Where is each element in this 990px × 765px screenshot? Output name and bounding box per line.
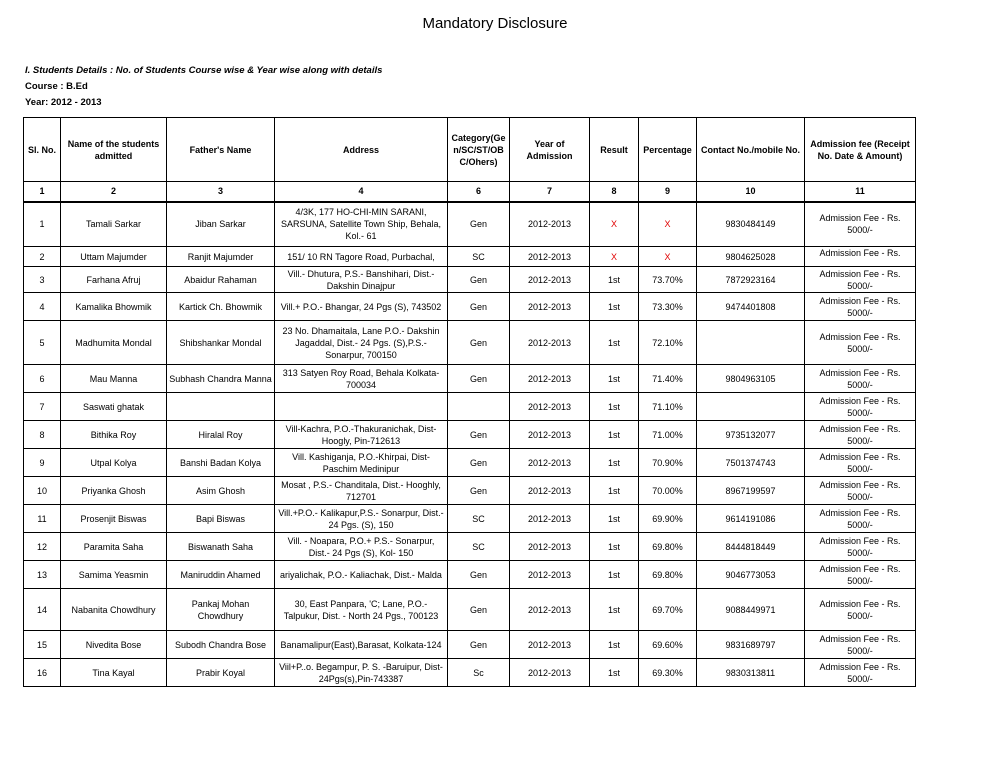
cell-admission-fee: Admission Fee - Rs. 5000/- [805, 589, 916, 631]
cell-year-of-admission: 2012-2013 [510, 449, 590, 477]
cell-sl-no: 11 [24, 505, 61, 533]
cell-student-name: Prosenjit Biswas [61, 505, 167, 533]
cell-contact: 8967199597 [697, 477, 805, 505]
cell-percentage: X [639, 202, 697, 247]
table-row [24, 561, 916, 589]
cell-contact: 9474401808 [697, 293, 805, 321]
cell-result: 1st [590, 561, 639, 589]
cell-contact: 9804963105 [697, 365, 805, 393]
cell-sl-no: 13 [24, 561, 61, 589]
cell-contact: 9088449971 [697, 589, 805, 631]
cell-address: Banamalipur(East),Barasat, Kolkata-124 [275, 631, 448, 659]
section-heading: I. Students Details : No. of Students Course wise & Year wise along with details [25, 65, 383, 76]
cell-year-of-admission: 2012-2013 [510, 247, 590, 267]
cell-student-name: Uttam Majumder [61, 247, 167, 267]
cell-sl-no: 2 [24, 247, 61, 267]
cell-address: Vill.+P.O.- Kalikapur,P.S.- Sonarpur, Dist.- 24 Pgs. (S), 150 [275, 505, 448, 533]
cell-category: Gen [448, 421, 510, 449]
cell-father-name: Jiban Sarkar [167, 202, 275, 247]
cell-sl-no: 9 [24, 449, 61, 477]
cell-percentage: 69.80% [639, 561, 697, 589]
cell-category: Gen [448, 449, 510, 477]
column-number: 7 [510, 182, 590, 202]
cell-category: Gen [448, 321, 510, 365]
cell-student-name: Tina Kayal [61, 659, 167, 687]
cell-address: Vill. - Noapara, P.O.+ P.S.- Sonarpur, Dist.- 24 Pgs (S), Kol- 150 [275, 533, 448, 561]
cell-contact: 9804625028 [697, 247, 805, 267]
cell-admission-fee: Admission Fee - Rs. 5000/- [805, 393, 916, 421]
cell-address: Viil+P..o. Begampur, P. S. -Baruipur, Dist-24Pgs(s),Pin-743387 [275, 659, 448, 687]
cell-address: Vill.+ P.O.- Bhangar, 24 Pgs (S), 743502 [275, 293, 448, 321]
cell-category: Gen [448, 267, 510, 293]
cell-year-of-admission: 2012-2013 [510, 505, 590, 533]
page-title: Mandatory Disclosure [422, 15, 568, 32]
cell-result: 1st [590, 365, 639, 393]
cell-father-name: Banshi Badan Kolya [167, 449, 275, 477]
cell-admission-fee: Admission Fee - Rs. 5000/- [805, 202, 916, 247]
cell-address: Vill.- Dhutura, P.S.- Banshihari, Dist.- Dakshin Dinajpur [275, 267, 448, 293]
cell-father-name: Shibshankar Mondal [167, 321, 275, 365]
table-row [24, 393, 916, 421]
course-line: Course : B.Ed [25, 81, 88, 92]
table-row [24, 505, 916, 533]
cell-category: SC [448, 247, 510, 267]
column-number: 2 [61, 182, 167, 202]
cell-result: X [590, 247, 639, 267]
cell-result: 1st [590, 449, 639, 477]
cell-sl-no: 15 [24, 631, 61, 659]
cell-father-name: Ranjit Majumder [167, 247, 275, 267]
cell-sl-no: 1 [24, 202, 61, 247]
cell-percentage: 69.30% [639, 659, 697, 687]
cell-year-of-admission: 2012-2013 [510, 589, 590, 631]
cell-sl-no: 8 [24, 421, 61, 449]
cell-contact: 9046773053 [697, 561, 805, 589]
cell-address: Mosat , P.S.- Chanditala, Dist.- Hooghly, 712701 [275, 477, 448, 505]
header-result: Result [590, 118, 639, 182]
header-category: Category(Gen/SC/ST/OBC/Ohers) [448, 118, 510, 182]
table-row [24, 477, 916, 505]
cell-year-of-admission: 2012-2013 [510, 293, 590, 321]
cell-address [275, 393, 448, 421]
cell-student-name: Farhana Afruj [61, 267, 167, 293]
cell-category [448, 393, 510, 421]
column-number: 3 [167, 182, 275, 202]
cell-category: Gen [448, 365, 510, 393]
cell-admission-fee: Admission Fee - Rs. 5000/- [805, 659, 916, 687]
cell-result: 1st [590, 505, 639, 533]
cell-admission-fee: Admission Fee - Rs. 5000/- [805, 365, 916, 393]
cell-sl-no: 12 [24, 533, 61, 561]
column-number: 10 [697, 182, 805, 202]
cell-sl-no: 3 [24, 267, 61, 293]
cell-result: X [590, 202, 639, 247]
cell-father-name [167, 393, 275, 421]
cell-result: 1st [590, 393, 639, 421]
cell-year-of-admission: 2012-2013 [510, 321, 590, 365]
cell-contact: 9830313811 [697, 659, 805, 687]
cell-category: SC [448, 533, 510, 561]
cell-percentage: 73.30% [639, 293, 697, 321]
details-block [25, 63, 382, 111]
cell-admission-fee: Admission Fee - Rs. 5000/- [805, 321, 916, 365]
cell-father-name: Asim Ghosh [167, 477, 275, 505]
cell-admission-fee: Admission Fee - Rs. 5000/- [805, 561, 916, 589]
cell-father-name: Pankaj Mohan Chowdhury [167, 589, 275, 631]
cell-student-name: Utpal Kolya [61, 449, 167, 477]
cell-student-name: Nivedita Bose [61, 631, 167, 659]
table-row [24, 421, 916, 449]
cell-result: 1st [590, 321, 639, 365]
table-row [24, 267, 916, 293]
cell-year-of-admission: 2012-2013 [510, 561, 590, 589]
cell-sl-no: 5 [24, 321, 61, 365]
year-line: Year: 2012 - 2013 [25, 97, 102, 108]
cell-result: 1st [590, 267, 639, 293]
cell-percentage: 70.90% [639, 449, 697, 477]
cell-father-name: Maniruddin Ahamed [167, 561, 275, 589]
table-row [24, 449, 916, 477]
cell-student-name: Kamalika Bhowmik [61, 293, 167, 321]
cell-category: Gen [448, 561, 510, 589]
cell-year-of-admission: 2012-2013 [510, 202, 590, 247]
cell-father-name: Bapi Biswas [167, 505, 275, 533]
cell-category: Gen [448, 202, 510, 247]
cell-contact: 7501374743 [697, 449, 805, 477]
header-address: Address [275, 118, 448, 182]
cell-year-of-admission: 2012-2013 [510, 533, 590, 561]
header-student-name: Name of the students admitted [61, 118, 167, 182]
cell-result: 1st [590, 631, 639, 659]
cell-admission-fee: Admission Fee - Rs. [805, 247, 916, 267]
table-row [24, 247, 916, 267]
column-number: 4 [275, 182, 448, 202]
column-number: 6 [448, 182, 510, 202]
cell-father-name: Abaidur Rahaman [167, 267, 275, 293]
cell-result: 1st [590, 421, 639, 449]
students-table [23, 117, 916, 687]
cell-admission-fee: Admission Fee - Rs. 5000/- [805, 631, 916, 659]
header-father-name: Father's Name [167, 118, 275, 182]
cell-contact: 9614191086 [697, 505, 805, 533]
column-number: 8 [590, 182, 639, 202]
cell-year-of-admission: 2012-2013 [510, 393, 590, 421]
cell-sl-no: 10 [24, 477, 61, 505]
cell-father-name: Subhash Chandra Manna [167, 365, 275, 393]
cell-admission-fee: Admission Fee - Rs. 5000/- [805, 533, 916, 561]
cell-category: Gen [448, 293, 510, 321]
table-row [24, 631, 916, 659]
cell-sl-no: 16 [24, 659, 61, 687]
cell-address: Vill-Kachra, P.O.-Thakuranichak, Dist-Hoogly, Pin-712613 [275, 421, 448, 449]
cell-father-name: Biswanath Saha [167, 533, 275, 561]
cell-sl-no: 4 [24, 293, 61, 321]
cell-category: Gen [448, 631, 510, 659]
cell-percentage: 73.70% [639, 267, 697, 293]
cell-contact: 9830484149 [697, 202, 805, 247]
cell-percentage: 70.00% [639, 477, 697, 505]
cell-year-of-admission: 2012-2013 [510, 631, 590, 659]
header-sl-no: Sl. No. [24, 118, 61, 182]
header-row [24, 118, 916, 182]
cell-address: 23 No. Dhamaitala, Lane P.O.- Dakshin Jagaddal, Dist.- 24 Pgs. (S),P.S.- Sonarpur, 700150 [275, 321, 448, 365]
cell-contact [697, 393, 805, 421]
cell-category: SC [448, 505, 510, 533]
table-row [24, 659, 916, 687]
cell-admission-fee: Admission Fee - Rs. 5000/- [805, 267, 916, 293]
cell-year-of-admission: 2012-2013 [510, 365, 590, 393]
cell-percentage: 71.40% [639, 365, 697, 393]
cell-percentage: 69.90% [639, 505, 697, 533]
column-number: 11 [805, 182, 916, 202]
column-number: 9 [639, 182, 697, 202]
table-row [24, 321, 916, 365]
cell-percentage: 69.60% [639, 631, 697, 659]
cell-admission-fee: Admission Fee - Rs. 5000/- [805, 421, 916, 449]
header-year-of-admission: Year of Admission [510, 118, 590, 182]
cell-result: 1st [590, 477, 639, 505]
cell-father-name: Kartick Ch. Bhowmik [167, 293, 275, 321]
cell-father-name: Hiralal Roy [167, 421, 275, 449]
cell-student-name: Madhumita Mondal [61, 321, 167, 365]
cell-admission-fee: Admission Fee - Rs. 5000/- [805, 505, 916, 533]
cell-result: 1st [590, 589, 639, 631]
cell-student-name: Samima Yeasmin [61, 561, 167, 589]
cell-student-name: Saswati ghatak [61, 393, 167, 421]
column-number: 1 [24, 182, 61, 202]
cell-contact: 7872923164 [697, 267, 805, 293]
cell-student-name: Priyanka Ghosh [61, 477, 167, 505]
cell-percentage: X [639, 247, 697, 267]
cell-father-name: Subodh Chandra Bose [167, 631, 275, 659]
cell-student-name: Mau Manna [61, 365, 167, 393]
cell-student-name: Bithika Roy [61, 421, 167, 449]
table-row [24, 293, 916, 321]
cell-result: 1st [590, 533, 639, 561]
cell-sl-no: 6 [24, 365, 61, 393]
cell-contact: 8444818449 [697, 533, 805, 561]
cell-student-name: Tamali Sarkar [61, 202, 167, 247]
cell-admission-fee: Admission Fee - Rs. 5000/- [805, 449, 916, 477]
cell-result: 1st [590, 293, 639, 321]
cell-contact: 9831689797 [697, 631, 805, 659]
cell-address: 30, East Panpara, 'C; Lane, P.O.- Talpukur, Dist. - North 24 Pgs., 700123 [275, 589, 448, 631]
cell-student-name: Paramita Saha [61, 533, 167, 561]
table-body [24, 202, 916, 687]
cell-address: 313 Satyen Roy Road, Behala Kolkata-700034 [275, 365, 448, 393]
table-row [24, 365, 916, 393]
header-admission-fee: Admission fee (Receipt No. Date & Amount) [805, 118, 916, 182]
cell-percentage: 69.70% [639, 589, 697, 631]
cell-address: 151/ 10 RN Tagore Road, Purbachal, [275, 247, 448, 267]
cell-contact [697, 321, 805, 365]
cell-category: Sc [448, 659, 510, 687]
cell-year-of-admission: 2012-2013 [510, 659, 590, 687]
cell-sl-no: 7 [24, 393, 61, 421]
table-row [24, 533, 916, 561]
cell-student-name: Nabanita Chowdhury [61, 589, 167, 631]
cell-percentage: 69.80% [639, 533, 697, 561]
table-row [24, 202, 916, 247]
cell-category: Gen [448, 477, 510, 505]
cell-address: 4/3K, 177 HO-CHI-MIN SARANI, SARSUNA, Satellite Town Ship, Behala, Kol.- 61 [275, 202, 448, 247]
cell-sl-no: 14 [24, 589, 61, 631]
cell-category: Gen [448, 589, 510, 631]
column-number-row [24, 182, 916, 202]
table-row [24, 589, 916, 631]
cell-address: Vill. Kashiganja, P.O.-Khirpai, Dist-Paschim Medinipur [275, 449, 448, 477]
header-contact: Contact No./mobile No. [697, 118, 805, 182]
cell-admission-fee: Admission Fee - Rs. 5000/- [805, 477, 916, 505]
cell-address: ariyalichak, P.O.- Kaliachak, Dist.- Malda [275, 561, 448, 589]
cell-year-of-admission: 2012-2013 [510, 267, 590, 293]
cell-year-of-admission: 2012-2013 [510, 421, 590, 449]
cell-result: 1st [590, 659, 639, 687]
header-percentage: Percentage [639, 118, 697, 182]
cell-percentage: 72.10% [639, 321, 697, 365]
cell-percentage: 71.00% [639, 421, 697, 449]
cell-percentage: 71.10% [639, 393, 697, 421]
cell-admission-fee: Admission Fee - Rs. 5000/- [805, 293, 916, 321]
cell-father-name: Prabir Koyal [167, 659, 275, 687]
cell-year-of-admission: 2012-2013 [510, 477, 590, 505]
cell-contact: 9735132077 [697, 421, 805, 449]
